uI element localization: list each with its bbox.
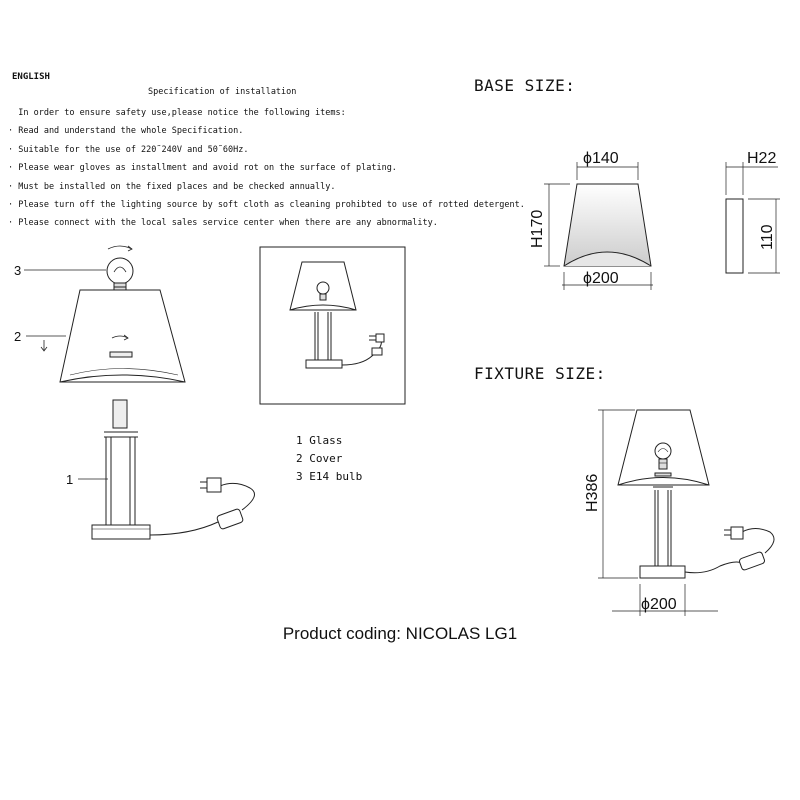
spec-line: · Please wear gloves as installment and avoid rot on the surface of plating.: [8, 163, 397, 174]
fixture-diameter: ϕ200: [641, 596, 677, 613]
fixture-height: H386: [584, 473, 601, 512]
language-label: ENGLISH: [12, 72, 50, 82]
spec-line: · Must be installed on the fixed places and be checked annually.: [8, 181, 336, 192]
callout-3: 3: [14, 263, 22, 278]
callout-1: 1: [66, 472, 74, 487]
spec-line: · Suitable for the use of 220˜240V and 50˜60Hz.: [8, 144, 249, 155]
exploded-view: [24, 246, 255, 539]
legend-item: 2 Cover: [296, 452, 343, 465]
base-size-drawing: [544, 162, 780, 290]
base-size-title: BASE SIZE:: [474, 76, 576, 95]
legend-item: 3 E14 bulb: [296, 470, 363, 483]
base-bottom-diameter: ϕ200: [583, 270, 619, 287]
spec-line: In order to ensure safety use,please notice the following items:: [8, 108, 346, 118]
spec-line: · Read and understand the whole Specification.: [8, 126, 244, 137]
base-block-width: 110: [759, 224, 776, 250]
base-height: H170: [529, 209, 546, 248]
stem-drawing: [92, 400, 150, 539]
legend-item: 1 Glass: [296, 434, 343, 447]
spec-line: · Please connect with the local sales service center when there are any abnormality.: [8, 218, 438, 229]
spec-title: Specification of installation: [148, 87, 297, 97]
cord-drawing: [150, 478, 255, 535]
spec-line: · Please turn off the lighting source by soft cloth as cleaning prohibted to use of rotted detergent.: [8, 200, 525, 211]
product-code: Product coding: NICOLAS LG1: [282, 624, 518, 643]
shade-drawing: [60, 290, 185, 382]
fixture-size-drawing: [598, 410, 774, 616]
fixture-size-title: FIXTURE SIZE:: [474, 364, 606, 383]
assembled-view: [260, 247, 405, 404]
base-block-height: H22: [747, 150, 777, 167]
callout-2: 2: [14, 329, 22, 344]
base-top-diameter: ϕ140: [583, 150, 619, 167]
